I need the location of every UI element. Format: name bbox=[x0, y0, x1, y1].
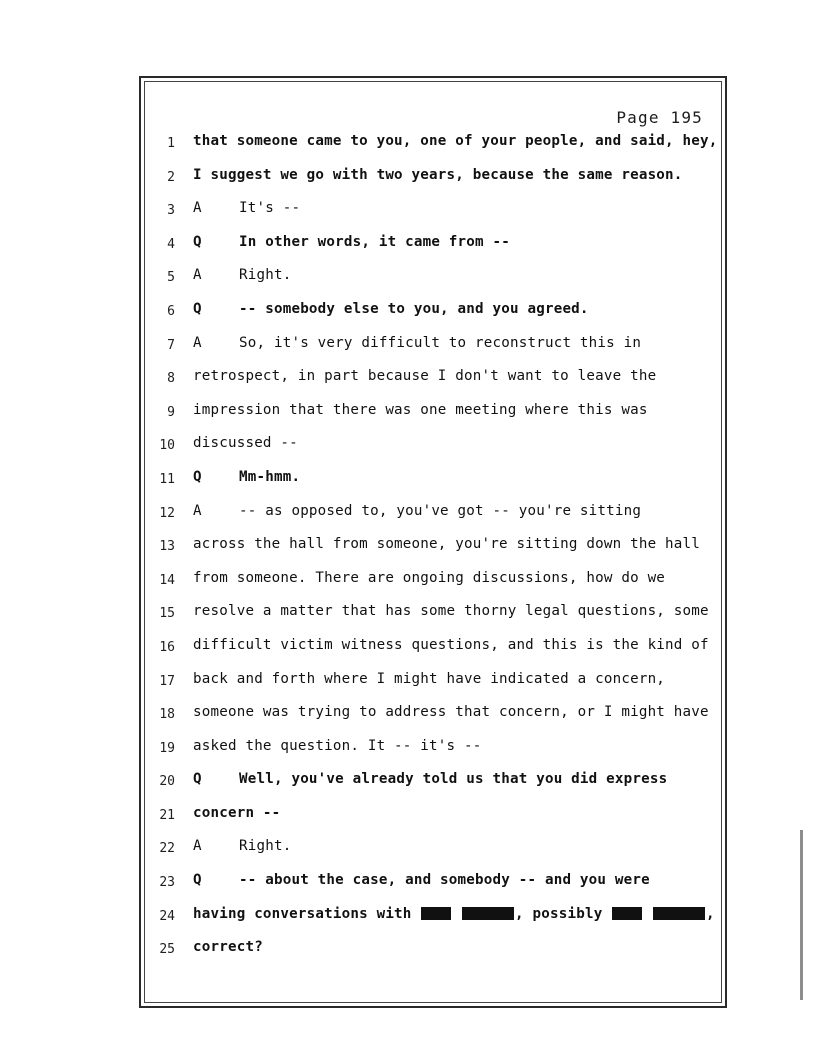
line-number: 23 bbox=[159, 875, 175, 891]
transcript-line bbox=[141, 770, 725, 804]
line-text bbox=[193, 939, 263, 955]
line-number: 19 bbox=[159, 740, 175, 756]
redaction-block bbox=[421, 907, 451, 920]
text-run bbox=[452, 906, 461, 922]
line-text bbox=[193, 503, 641, 519]
text-run: -- somebody else to you, and you agreed. bbox=[239, 300, 589, 317]
transcript-line bbox=[141, 602, 725, 636]
text-run: resolve a matter that has some thorny legal questions, some bbox=[193, 603, 709, 620]
text-run: retrospect, in part because I don't want to leave the bbox=[193, 368, 657, 385]
text-run bbox=[643, 906, 652, 922]
line-number: 18 bbox=[159, 707, 175, 723]
line-text bbox=[193, 906, 715, 922]
line-text bbox=[193, 872, 650, 888]
line-number: 10 bbox=[159, 438, 175, 454]
transcript-line bbox=[141, 166, 725, 200]
transcript-frame bbox=[139, 76, 727, 1008]
page-number-label: Page 195 bbox=[616, 108, 703, 127]
transcript-line bbox=[141, 905, 725, 939]
line-text bbox=[193, 368, 656, 384]
transcript-line bbox=[141, 636, 725, 670]
line-text bbox=[193, 301, 589, 317]
transcript-line bbox=[141, 670, 725, 704]
line-text bbox=[193, 603, 709, 619]
speaker-label: Q bbox=[193, 233, 202, 250]
speaker-label: A bbox=[193, 200, 202, 217]
text-run: , bbox=[705, 905, 715, 922]
text-run: someone was trying to address that concern, or I might have bbox=[193, 704, 709, 721]
transcript-line bbox=[141, 837, 725, 871]
line-number: 14 bbox=[159, 572, 175, 588]
text-run: correct? bbox=[193, 939, 263, 956]
transcript-line bbox=[141, 334, 725, 368]
transcript-line bbox=[141, 502, 725, 536]
line-number: 2 bbox=[167, 169, 175, 185]
line-text bbox=[193, 637, 709, 653]
scan-edge-artifact bbox=[800, 830, 803, 1000]
line-number: 6 bbox=[167, 303, 175, 319]
text-run: Well, you've already told us that you did express bbox=[239, 771, 668, 788]
text-run: that someone came to you, one of your people, and said, hey, bbox=[193, 133, 718, 149]
line-number: 21 bbox=[159, 807, 175, 823]
line-text bbox=[193, 570, 665, 586]
text-run: It's -- bbox=[239, 200, 301, 217]
text-run: In other words, it came from -- bbox=[239, 233, 510, 250]
line-text bbox=[193, 469, 300, 485]
transcript-line bbox=[141, 569, 725, 603]
transcript-line bbox=[141, 132, 725, 166]
line-text bbox=[193, 402, 648, 418]
line-text bbox=[193, 234, 510, 250]
line-text bbox=[193, 536, 700, 552]
transcript-line bbox=[141, 871, 725, 905]
text-run: impression that there was one meeting where this was bbox=[193, 401, 648, 418]
line-number: 15 bbox=[159, 606, 175, 622]
line-number: 8 bbox=[167, 371, 175, 387]
line-number: 22 bbox=[159, 841, 175, 857]
redaction-block bbox=[653, 907, 705, 920]
text-run: having conversations with bbox=[193, 905, 421, 922]
text-run: across the hall from someone, you're sitting down the hall bbox=[193, 536, 701, 553]
line-text bbox=[193, 335, 641, 351]
line-number: 25 bbox=[159, 942, 175, 958]
line-number: 5 bbox=[167, 270, 175, 286]
text-run: I suggest we go with two years, because the same reason. bbox=[193, 166, 683, 183]
transcript-line bbox=[141, 804, 725, 838]
line-text bbox=[193, 671, 665, 687]
transcript-line bbox=[141, 703, 725, 737]
speaker-label: A bbox=[193, 334, 202, 351]
text-run: Right. bbox=[239, 838, 292, 855]
line-number: 11 bbox=[159, 471, 175, 487]
line-number: 1 bbox=[167, 136, 175, 151]
speaker-label: A bbox=[193, 838, 202, 855]
line-text bbox=[193, 267, 291, 283]
speaker-label: Q bbox=[193, 468, 202, 485]
transcript-line bbox=[141, 468, 725, 502]
text-run: concern -- bbox=[193, 804, 281, 821]
line-text bbox=[193, 805, 280, 821]
line-number: 16 bbox=[159, 639, 175, 655]
line-number: 4 bbox=[167, 236, 175, 252]
text-run: -- about the case, and somebody -- and you were bbox=[239, 872, 650, 889]
transcript-line bbox=[141, 199, 725, 233]
text-run: difficult victim witness questions, and this is the kind of bbox=[193, 636, 709, 653]
redaction-block bbox=[612, 907, 642, 920]
line-text bbox=[193, 167, 683, 183]
line-number: 9 bbox=[167, 404, 175, 420]
line-number: 3 bbox=[167, 203, 175, 219]
text-run: asked the question. It -- it's -- bbox=[193, 737, 482, 754]
transcript-line bbox=[141, 300, 725, 334]
speaker-label: A bbox=[193, 267, 202, 284]
line-text bbox=[193, 435, 298, 451]
text-run: back and forth where I might have indicated a concern, bbox=[193, 670, 666, 687]
line-text bbox=[193, 704, 709, 720]
text-run: So, it's very difficult to reconstruct this in bbox=[239, 334, 642, 351]
redaction-block bbox=[462, 907, 514, 920]
text-run: discussed -- bbox=[193, 435, 298, 452]
line-text bbox=[193, 738, 481, 754]
transcript-line bbox=[141, 266, 725, 300]
text-run: Right. bbox=[239, 267, 292, 284]
transcript-lines bbox=[141, 132, 725, 972]
speaker-label: A bbox=[193, 502, 202, 519]
speaker-label: Q bbox=[193, 771, 202, 788]
text-run: Mm-hmm. bbox=[239, 468, 301, 485]
transcript-line bbox=[141, 938, 725, 972]
line-text bbox=[193, 200, 300, 216]
text-run: from someone. There are ongoing discussions, how do we bbox=[193, 569, 666, 586]
line-text bbox=[193, 838, 291, 854]
line-number: 12 bbox=[159, 505, 175, 521]
line-number: 20 bbox=[159, 774, 175, 790]
line-number: 7 bbox=[167, 337, 175, 353]
text-run: , possibly bbox=[515, 905, 612, 922]
transcript-line bbox=[141, 233, 725, 267]
transcript-line bbox=[141, 737, 725, 771]
line-number: 13 bbox=[159, 539, 175, 555]
line-number: 24 bbox=[159, 908, 175, 924]
transcript-line bbox=[141, 367, 725, 401]
line-number: 17 bbox=[159, 673, 175, 689]
speaker-label: Q bbox=[193, 872, 202, 889]
transcript-line bbox=[141, 535, 725, 569]
speaker-label: Q bbox=[193, 300, 202, 317]
line-text bbox=[193, 771, 667, 787]
text-run: -- as opposed to, you've got -- you're sitting bbox=[239, 502, 642, 519]
transcript-line bbox=[141, 401, 725, 435]
transcript-line bbox=[141, 434, 725, 468]
line-text bbox=[193, 133, 718, 149]
